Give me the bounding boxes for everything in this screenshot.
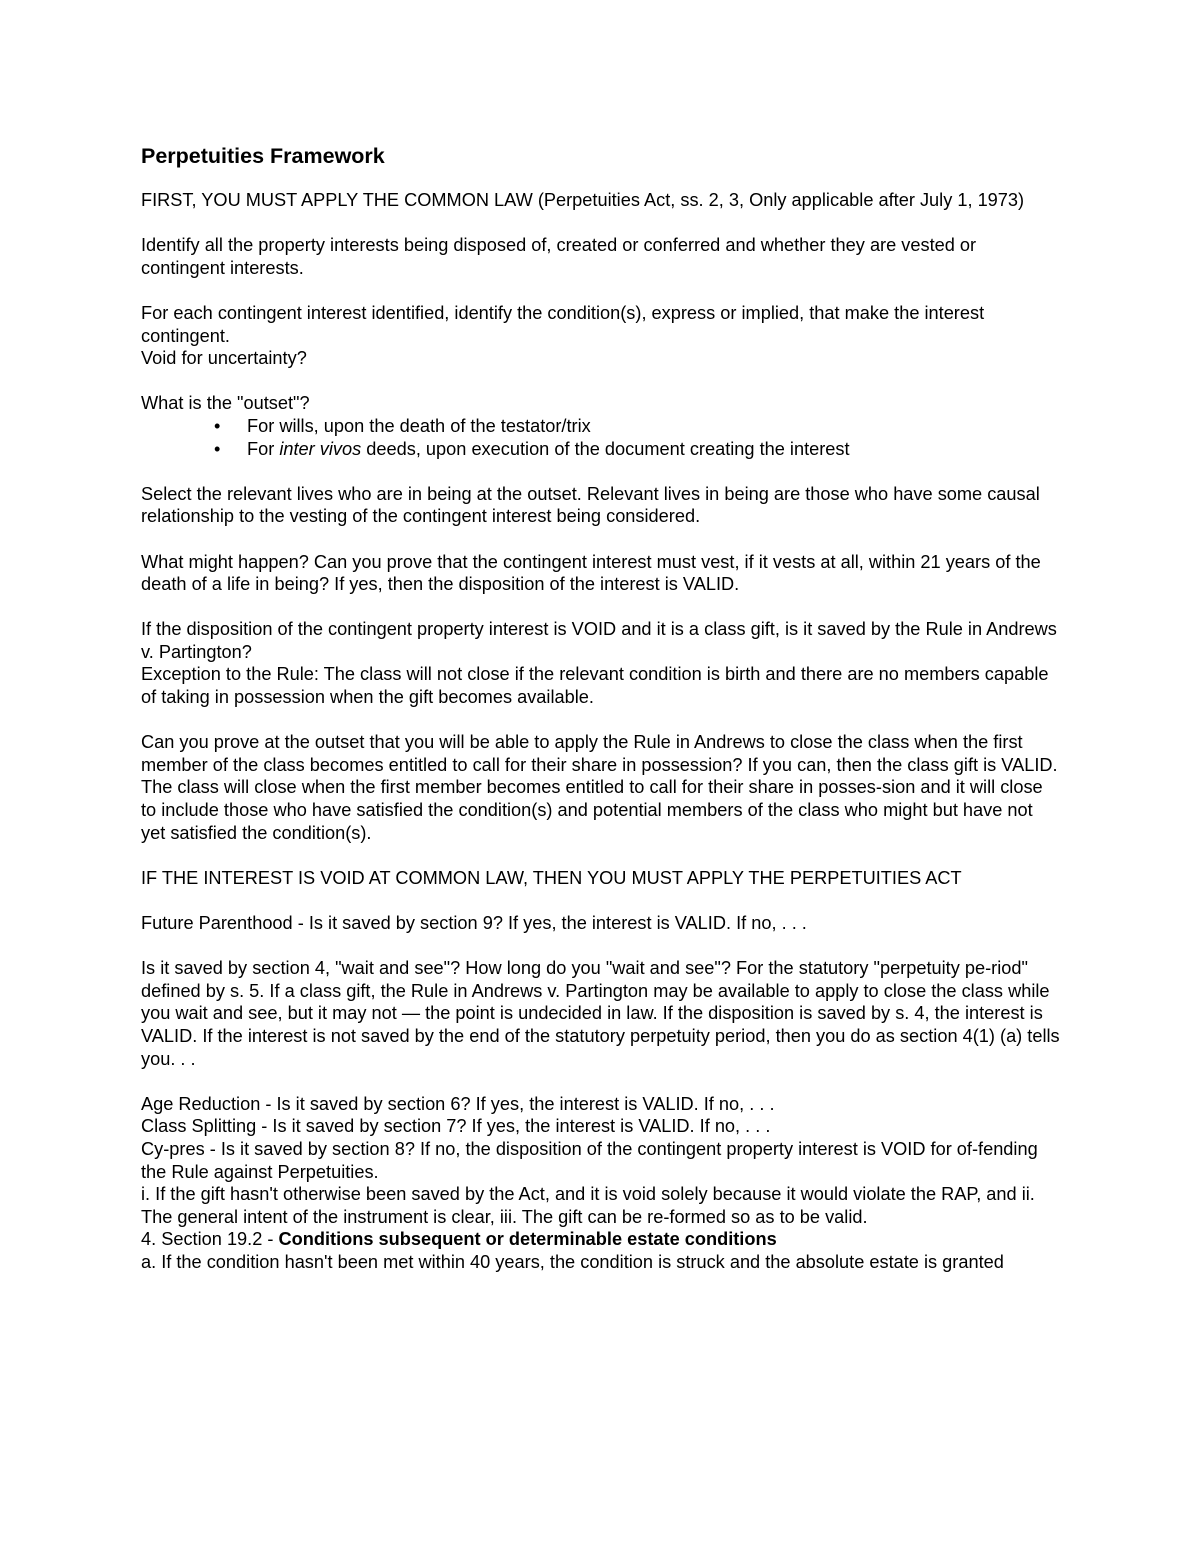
void-uncertainty-text: Void for uncertainty? — [141, 348, 307, 369]
bullet-text-pre: For — [247, 438, 280, 459]
bullet-text-italic: inter vivos — [279, 438, 362, 459]
paragraph-savings-provisions — [141, 1093, 1061, 1274]
contingent-conditions-text: For each contingent interest identified, identify the condition(s), express or implied, that make the interest contingent. — [141, 302, 985, 346]
section-19-2-heading — [141, 1228, 1061, 1251]
paragraph-common-law: FIRST, YOU MUST APPLY THE COMMON LAW (Perpetuities Act, ss. 2, 3, Only applicable after July 1, 1973) — [141, 190, 1025, 210]
paragraph-what-might-happen: What might happen? Can you prove that the contingent interest must vest, if it vests at all, within 21 years of the death of a life in being? If yes, then the disposition of the interest is VALID. — [141, 551, 1041, 595]
section-19-2-bold: Conditions subsequent or determinable estate conditions — [278, 1229, 777, 1250]
cy-pres-text: Cy-pres - Is it saved by section 8? If no, the disposition of the contingent property interest is VOID for of-fending the Rule against Perpetuities. — [141, 1138, 1038, 1182]
bullet-item-wills — [141, 415, 1061, 438]
outset-bullet-list — [141, 415, 1061, 460]
outset-question: What is the "outset"? — [141, 393, 310, 414]
paragraph-outset — [141, 392, 1061, 460]
paragraph-contingent-conditions — [141, 302, 1061, 370]
page-title: Perpetuities Framework — [141, 144, 385, 168]
class-splitting-text: Class Splitting - Is it saved by section 7? If yes, the interest is VALID. If no, . . . — [141, 1116, 771, 1137]
paragraph-rule-in-andrews: Can you prove at the outset that you will be able to apply the Rule in Andrews to close the class when the first member of the class becomes entitled to call for their share in possession? If you can, then the class gift is VALID. The class will close when the first member becomes entitled to call for their share in posses-sion and it will close to include those who have satisfied the condition(s) and potential members of the class who might but have not yet satisfied the condition(s). — [141, 732, 1058, 843]
paragraph-wait-and-see: Is it saved by section 4, "wait and see"? How long do you "wait and see"? For the statutory "perpetuity pe-riod" defined by s. 5. If a class gift, the Rule in Andrews v. Partington may be available to apply to close the class while you wait and see, but it may not — the point is undecided in law. If the disposition is saved by s. 4, the interest is VALID. If the interest is not saved by the end of the statutory perpetuity period, then you do as section 4(1) (a) tells you. . . — [141, 958, 1060, 1069]
rule-exception-text: Exception to the Rule: The class will not close if the relevant condition is birth and there are no members capable of taking in possession when the gift becomes available. — [141, 664, 1049, 708]
bullet-icon: • — [214, 438, 221, 459]
document-body — [141, 143, 1061, 1296]
cy-pres-conditions-text: i. If the gift hasn't otherwise been saved by the Act, and it is void solely because it would violate the RAP, and ii. The general intent of the instrument is clear, iii. The gift can be re-formed so as to be valid. — [141, 1184, 1035, 1227]
bullet-text: For wills, upon the death of the testator/trix — [247, 415, 591, 436]
paragraph-relevant-lives: Select the relevant lives who are in being at the outset. Relevant lives in being are those who have some causal relationship to the vesting of the contingent interest being considered. — [141, 483, 1040, 527]
bullet-item-inter-vivos — [141, 438, 1061, 461]
bullet-text-post: deeds, upon execution of the document creating the interest — [361, 438, 850, 459]
age-reduction-text: Age Reduction - Is it saved by section 6? If yes, the interest is VALID. If no, . . . — [141, 1093, 775, 1114]
paragraph-future-parenthood: Future Parenthood - Is it saved by section 9? If yes, the interest is VALID. If no, . . . — [141, 913, 807, 933]
paragraph-apply-act: IF THE INTEREST IS VOID AT COMMON LAW, THEN YOU MUST APPLY THE PERPETUITIES ACT — [141, 867, 962, 888]
class-gift-text: If the disposition of the contingent property interest is VOID and it is a class gift, is it saved by the Rule in Andrews v. Partington? — [141, 619, 1057, 662]
condition-40-years-text: a. If the condition hasn't been met within 40 years, the condition is struck and the absolute estate is granted — [141, 1251, 1004, 1272]
bullet-icon: • — [214, 415, 221, 436]
section-19-2-prefix: 4. Section 19.2 - — [141, 1229, 279, 1250]
paragraph-identify-interests: Identify all the property interests being disposed of, created or conferred and whether they are vested or contingent interests. — [141, 235, 977, 278]
paragraph-class-gift — [141, 618, 1061, 708]
